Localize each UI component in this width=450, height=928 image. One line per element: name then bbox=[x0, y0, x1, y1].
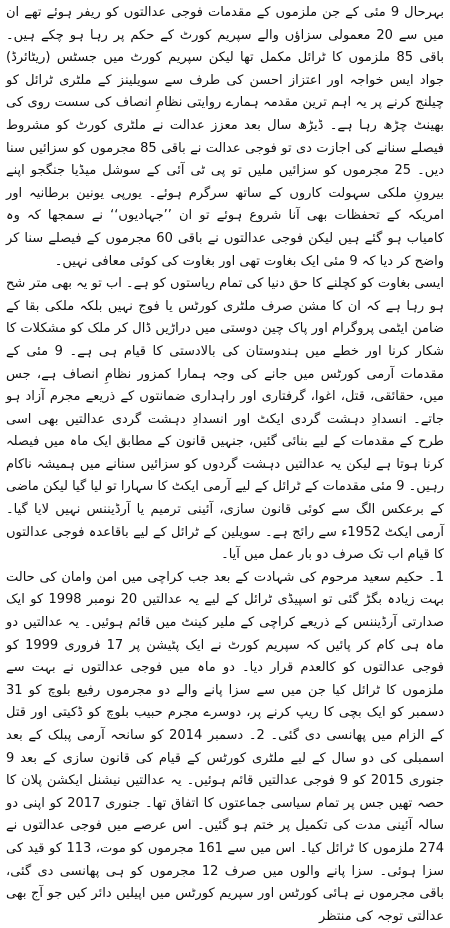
article-paragraph-1: بہرحال 9 مئی کے جن ملزموں کے مقدمات فوجی عدالتوں کو ریفر ہوئے تھے ان میں سے 20 معمولی سزاؤں والے سپریم کورٹ کے حکم پر رہا ہو چکے ہیں۔ باقی 85 ملزموں کا ٹرائل مکمل تھا لیکن سپریم کورٹ میں جسٹس (ریٹائرڈ) جواد ایس خواجہ اور اعتزاز احسن کی طرف سے سویلینز کے ملٹری ٹرائل کو چیلنج کرنے پر یہ اہم ترین مقدمہ ہمارے روایتی نظامِ انصاف کی سست روی کی بھینٹ چڑھ رہا ہے۔ ڈیڑھ سال بعد معزز عدالت نے ملٹری کورٹ کو مشروط فیصلے سنانے کی اجازت دی تو فوجی عدالت نے باقی 85 مجرموں کو سزائیں سنا دیں۔ 25 مجرموں کو سزائیں ملیں تو پی ٹی آئی کے سوشل میڈیا جنگجو اپنے بیرونِ ملکی سہولت کاروں کے ساتھ سرگرم ہوئے۔ یورپی یونین برطانیہ اور امریکہ کے تحفظات بھی آنا شروع ہوئے تو ان ’’جہادیوں‘‘ نے سمجھا کہ وہ کامیاب ہو گئے ہیں لیکن فوجی عدالتوں نے باقی 60 مجرموں کے فیصلے سنا کر واضح کر دیا کہ 9 مئی ایک بغاوت تھی اور بغاوت کی کوئی معافی نہیں۔ bbox=[6, 5, 444, 269]
article-paragraph-2: ایسی بغاوت کو کچلنے کا حق دنیا کی تمام ریاستوں کو ہے۔ اب تو یہ بھی متر شح ہو رہا ہے کہ ان کا مشن صرف ملٹری کورٹس یا فوج نہیں بلکہ ملکی بقا کے ضامن ایٹمی پروگرام اور پاک چین دوستی میں دراڑیں ڈال کر ملک کو مشکلات کا شکار کرنا اور خطے میں ہندوستان کی بالادستی کا قیام ہی ہے۔ 9 مئی کے مقدمات آرمی کورٹس میں جانے کی وجہ ہمارا کمزور نظامِ انصاف ہے، جس میں، حقائقی، قتل، اغوا، گرفتاری اور راہداری ضمانتوں کے ذریعے مجرم آزاد ہو جاتے۔ انسدادِ دہشت گردی ایکٹ اور انسدادِ دہشت گردی عدالتیں بھی اسی طرح کے مقدمات کے لیے بنائی گئیں، جنہیں قانون کے مطابق ایک ماہ میں فیصلہ کرنا ہوتا ہے لیکن یہ عدالتیں دہشت گردوں کو سزائیں سنانے میں ہمیشہ ناکام رہیں۔ 9 مئی مقدمات کے ٹرائل کے لیے آرمی ایکٹ کا سہارا تو لیا گیا لیکن ماضی کے برعکس الگ سے کوئی قانون سازی، آئینی ترمیم یا آرڈیننس نہیں لایا گیا۔ آرمی ایکٹ 1952ء سے رائج ہے۔ سویلین کے ٹرائل کے لیے باقاعدہ فوجی عدالتوں کا قیام اب تک صرف دو بار عمل میں آیا۔ bbox=[6, 276, 445, 563]
article-paragraph-3: 1۔ حکیم سعید مرحوم کی شہادت کے بعد جب کراچی میں امن وامان کی حالت بہت زیادہ بگڑ گئی تو اسپیڈی ٹرائل کے لیے یہ عدالتیں 20 نومبر 1998 کو ایک صدارتی آرڈیننس کے ذریعے کراچی کے ملیر کینٹ میں قائم ہوئیں۔ یہ عدالتیں دو ماہ ہی کام کر پائیں کہ سپریم کورٹ نے ایک پٹیشن پر 17 فروری 1999 کو فوجی عدالتوں کو کالعدم قرار دیا۔ دو ماہ میں فوجی عدالتوں نے بہت سے ملزموں کا ٹرائل کیا جن میں سے سزا پانے والے دو مجرموں رفیع بلوچ کو 31 دسمبر کو ایک بچی کا ریپ کرنے پر، دوسرے مجرم حبیب بلوچ کو ڈکیتی اور قتل کے الزام میں پھانسی دی گئی۔ 2۔ دسمبر 2014 کو سانحہ آرمی پبلک کے بعد اسمبلی کی دو سال کے لیے ملٹری کورٹس کے قیام کی قانون سازی کے بعد 9 جنوری 2015 کو 9 فوجی عدالتیں قائم ہوئیں۔ یہ عدالتیں نیشنل ایکشن پلان کا حصہ تھیں جس پر تمام سیاسی جماعتوں کا اتفاق تھا۔ جنوری 2017 کو اپنی دو سالہ آئینی مدت کی تکمیل پر ختم ہو گئیں۔ اس عرصے میں فوجی عدالتوں نے 274 ملزموں کا ٹرائل کیا۔ اس میں سے 161 مجرموں کو موت، 113 کو قید کی سزا ہوئی۔ سزا پانے والوں میں صرف 12 مجرموں کو ہی پھانسی دی گئی، باقی مجرموں نے ہائی کورٹس اور سپریم کورٹس میں اپیلیں دائر کیں جو آج بھی عدالتی توجہ کی منتظر bbox=[6, 569, 445, 924]
